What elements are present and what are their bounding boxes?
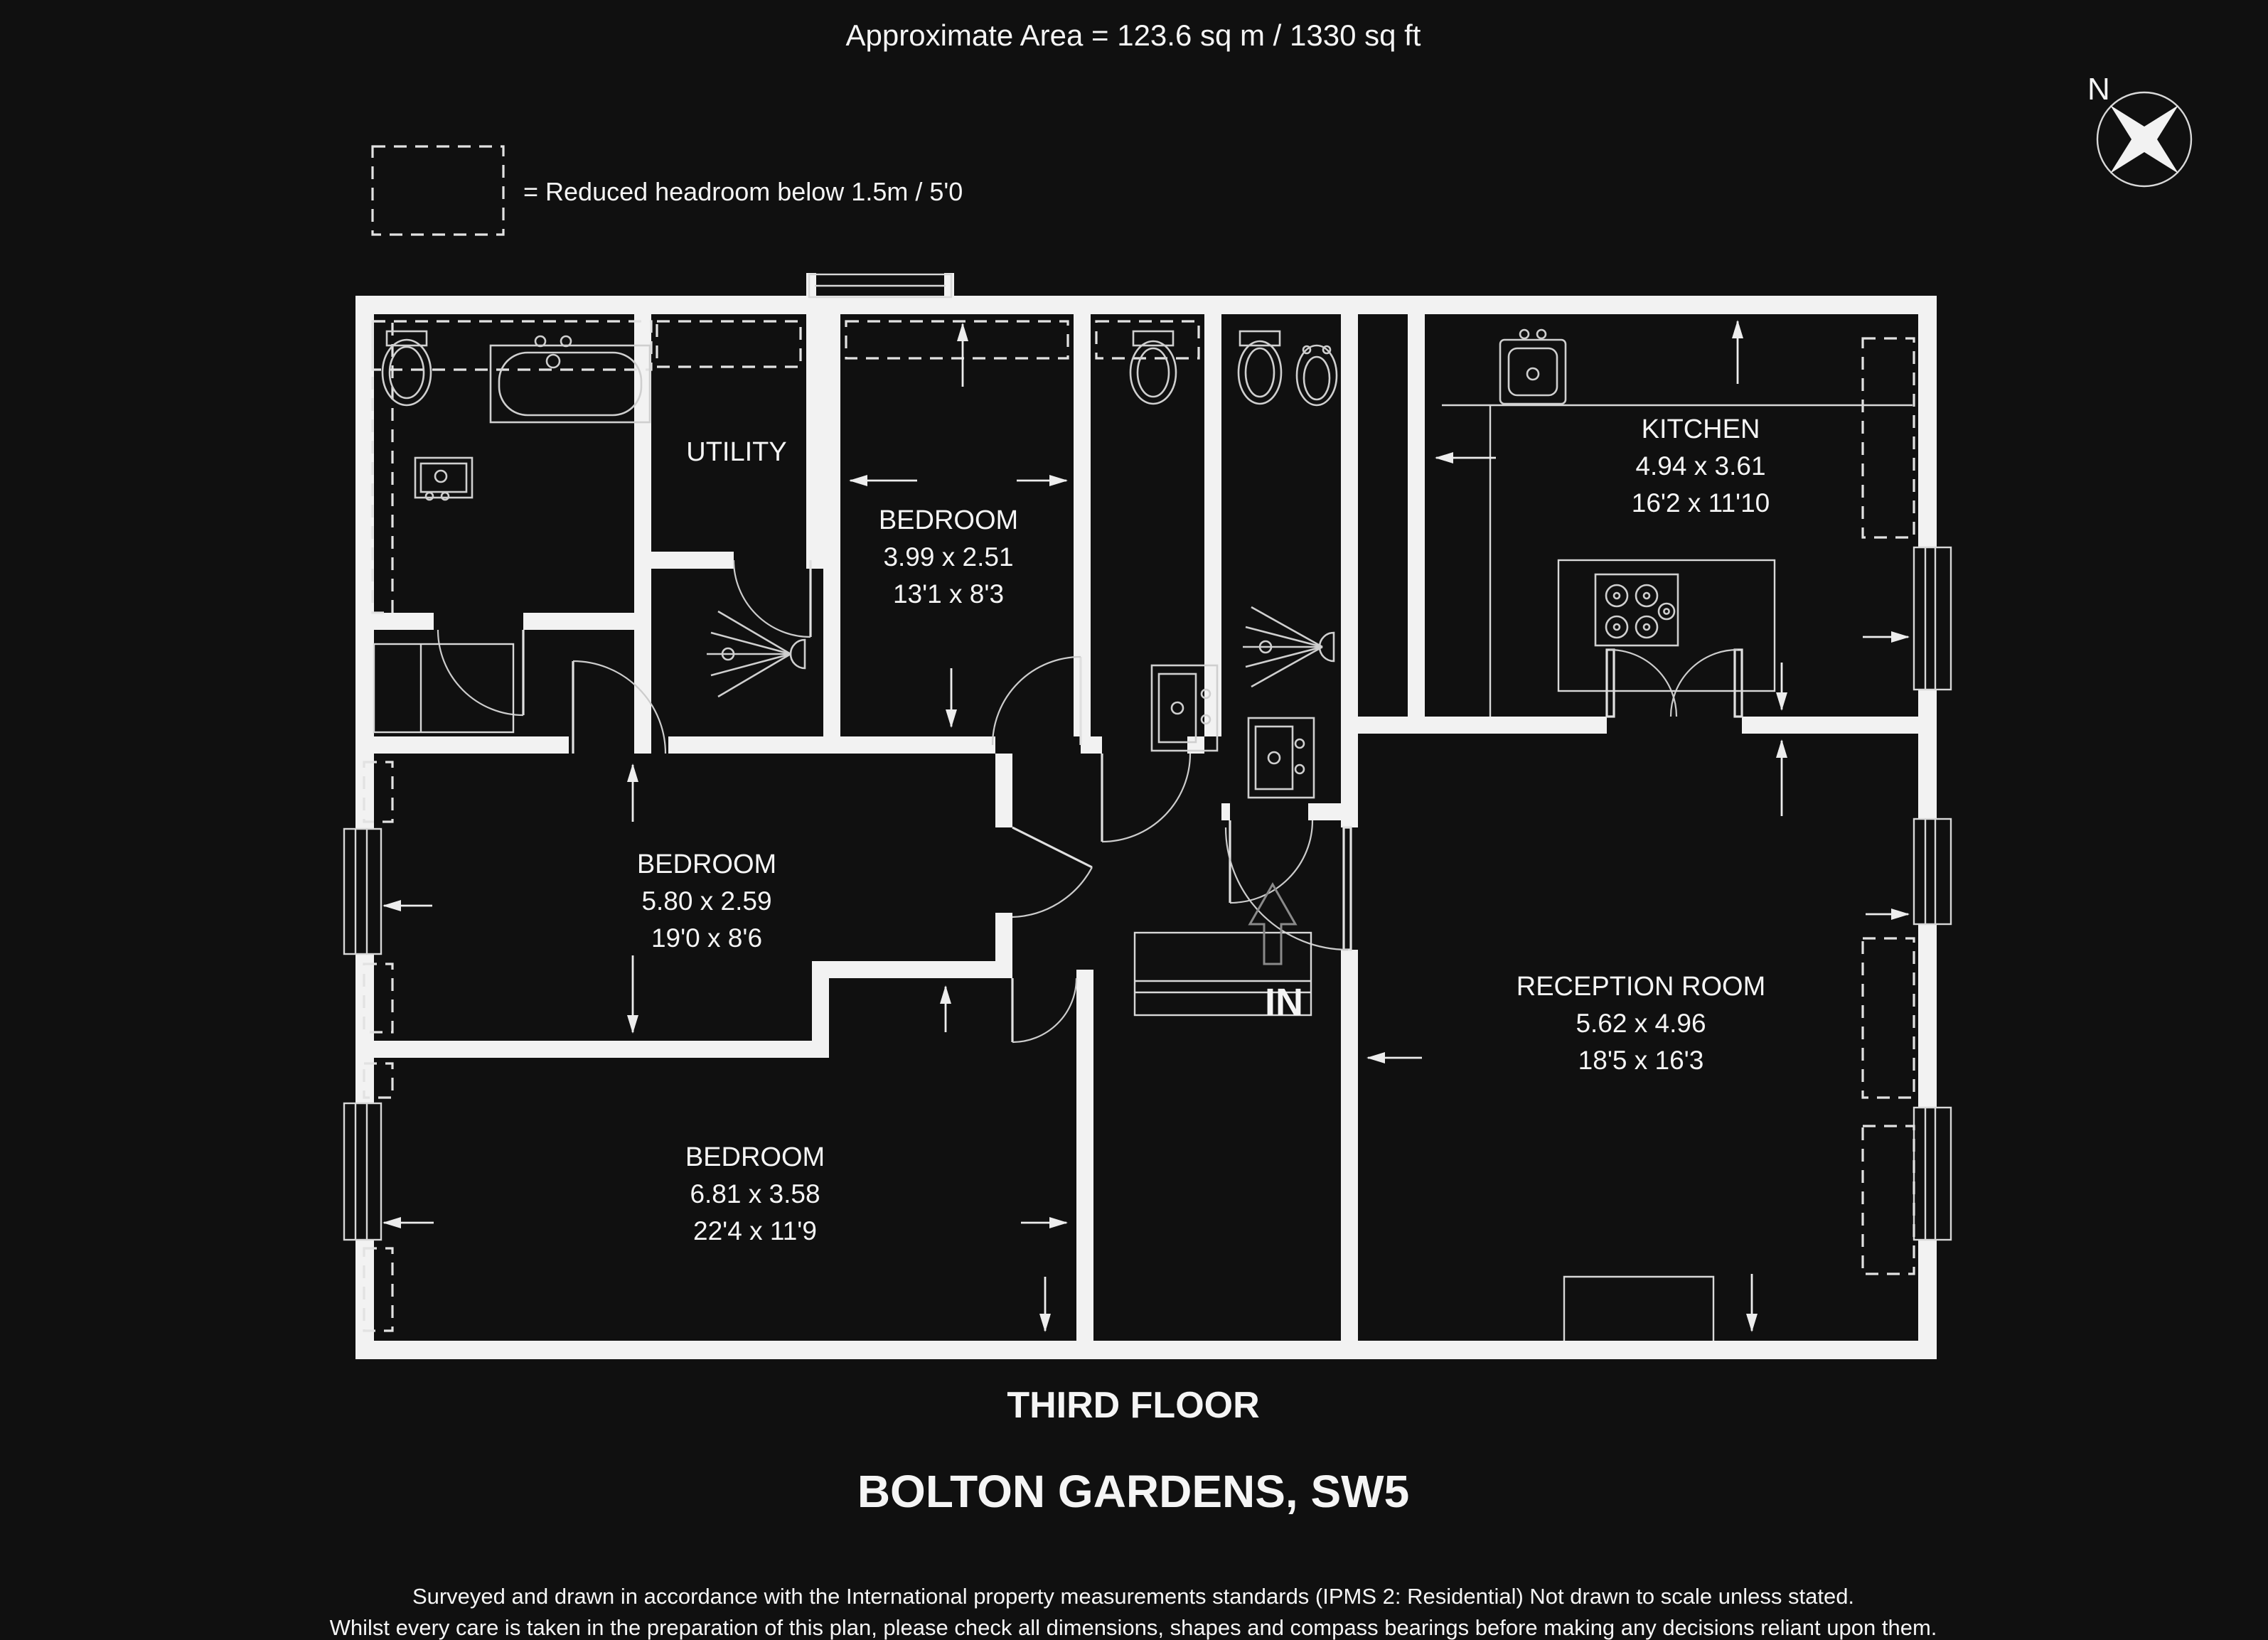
bathroom-fixtures bbox=[374, 331, 805, 732]
room-dim-imperial: 13'1 x 8'3 bbox=[892, 579, 1005, 609]
shower-symbol bbox=[1243, 607, 1334, 687]
room-dim-metric: 5.80 x 2.59 bbox=[641, 886, 772, 916]
vanity-sink-symbol bbox=[415, 458, 472, 500]
bedroom-top-door bbox=[993, 657, 1081, 745]
room-dim-metric: 4.94 x 3.61 bbox=[1635, 451, 1766, 481]
room-dim-metric: 6.81 x 3.58 bbox=[690, 1179, 820, 1208]
disclaimer-line-2: Whilst every care is taken in the preparation of this plan, please check all dimensions, shapes and compass bearings before making any decisions reliant upon them. bbox=[329, 1615, 1937, 1640]
address-title: BOLTON GARDENS, SW5 bbox=[857, 1466, 1410, 1517]
compass-star bbox=[2110, 105, 2178, 173]
kitchen-sink-symbol bbox=[1500, 330, 1566, 404]
wc-fixtures bbox=[1130, 331, 1337, 798]
room-dim-imperial: 19'0 x 8'6 bbox=[651, 923, 763, 953]
page-title: Approximate Area = 123.6 sq m / 1330 sq ft bbox=[845, 18, 1421, 52]
floor-title: THIRD FLOOR bbox=[1007, 1385, 1260, 1426]
room-dim-imperial: 18'5 x 16'3 bbox=[1578, 1046, 1704, 1075]
hall-reception-items bbox=[1135, 884, 1713, 1341]
floor-plan bbox=[344, 273, 1951, 1359]
toilet-symbol bbox=[383, 331, 431, 405]
bidet-symbol bbox=[1297, 345, 1337, 405]
room-label-utility: UTILITY bbox=[686, 437, 787, 467]
shower-symbol bbox=[707, 611, 805, 697]
window-right-reception-2 bbox=[1914, 1108, 1951, 1240]
legend-label: = Reduced headroom below 1.5m / 5'0 bbox=[523, 177, 963, 206]
kitchen-fixtures bbox=[1442, 330, 1913, 717]
room-label-reception: RECEPTION ROOM bbox=[1516, 972, 1766, 1002]
window-left-1 bbox=[344, 829, 381, 954]
entrance-door bbox=[1226, 827, 1351, 950]
toilet-symbol bbox=[1239, 331, 1281, 404]
kitchen-double-doors bbox=[1607, 650, 1742, 717]
utility-door bbox=[734, 560, 811, 637]
bedroom-bottom-door bbox=[1012, 978, 1076, 1042]
room-dim-metric: 5.62 x 4.96 bbox=[1576, 1009, 1706, 1038]
bathroom-door bbox=[438, 630, 523, 715]
shower-room-door bbox=[573, 661, 665, 754]
room-label-kitchen: KITCHEN bbox=[1641, 414, 1760, 444]
entrance-label: IN bbox=[1265, 981, 1303, 1024]
footer bbox=[330, 1385, 1937, 1640]
windows bbox=[344, 547, 1951, 1240]
window-right-kitchen bbox=[1914, 547, 1951, 690]
disclaimer-line-1: Surveyed and drawn in accordance with the International property measurements standards (IPMS 2: Residential) Not drawn to scale unless stated. bbox=[412, 1584, 1855, 1609]
hob-symbol bbox=[1595, 574, 1678, 645]
toilet-symbol bbox=[1130, 331, 1176, 404]
room-dim-imperial: 16'2 x 11'10 bbox=[1631, 488, 1770, 518]
room-label-bedroom-middle: BEDROOM bbox=[636, 850, 777, 879]
north-label: N bbox=[2087, 72, 2110, 107]
room-dim-imperial: 22'4 x 11'9 bbox=[693, 1216, 817, 1245]
fireplace-symbol bbox=[1564, 1277, 1713, 1341]
reduced-headroom-swatch bbox=[373, 146, 503, 235]
wc1-door bbox=[1102, 754, 1190, 842]
window-left-2 bbox=[344, 1103, 381, 1240]
compass-rose-icon bbox=[2087, 72, 2191, 186]
wardrobe-symbol bbox=[374, 644, 513, 732]
reduced-headroom-legend bbox=[373, 146, 963, 235]
bathtub-symbol bbox=[491, 336, 650, 422]
room-label-bedroom-top: BEDROOM bbox=[878, 505, 1019, 535]
room-dim-metric: 3.99 x 2.51 bbox=[883, 542, 1014, 572]
bedroom-middle-door bbox=[1012, 827, 1092, 917]
window-right-reception-1 bbox=[1914, 819, 1951, 924]
vanity-sink-symbol bbox=[1248, 718, 1314, 798]
room-label-bedroom-bottom: BEDROOM bbox=[685, 1142, 825, 1172]
